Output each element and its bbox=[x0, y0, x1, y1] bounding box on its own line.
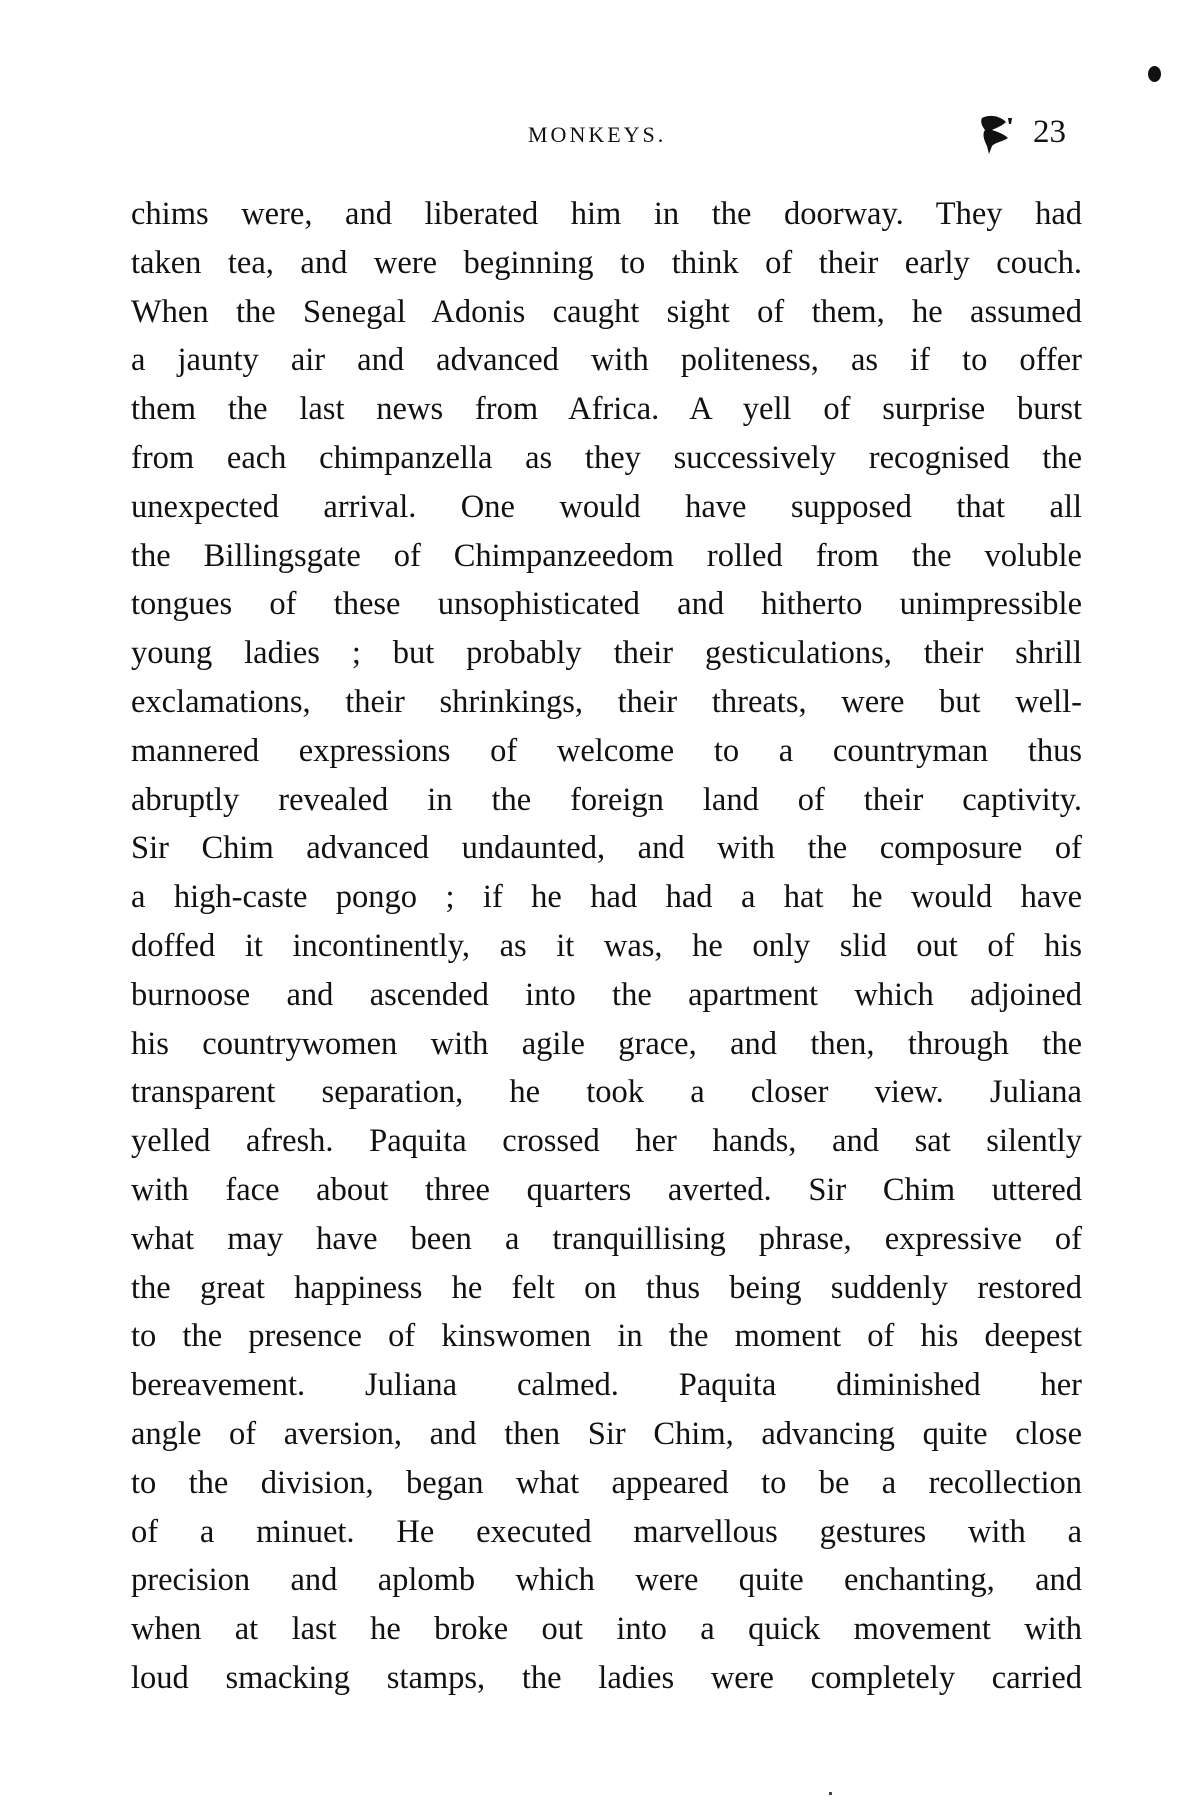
text-line: abruptly revealed in the foreign land of their captivity. bbox=[131, 781, 1082, 818]
fleuron-icon bbox=[976, 112, 1014, 156]
text-line: of a minuet. He executed marvellous gestures with a bbox=[131, 1513, 1082, 1550]
text-line: with face about three quarters averted. Sir Chim uttered bbox=[131, 1171, 1082, 1208]
text-line: the great happiness he felt on thus being suddenly restored bbox=[131, 1269, 1082, 1306]
page-header bbox=[131, 108, 1082, 160]
page-number: 23 bbox=[1033, 114, 1066, 150]
paper-speck bbox=[829, 1792, 832, 1795]
text-line: bereavement. Juliana calmed. Paquita diminished her bbox=[131, 1367, 1082, 1404]
text-line: to the division, began what appeared to be a recollection bbox=[131, 1464, 1082, 1501]
text-line: burnoose and ascended into the apartment which adjoined bbox=[131, 976, 1082, 1013]
running-head: MONKEYS. bbox=[528, 122, 667, 147]
text-line: yelled afresh. Paquita crossed her hands, and sat silently bbox=[131, 1123, 1082, 1160]
text-line: when at last he broke out into a quick movement with bbox=[131, 1611, 1082, 1648]
text-line: transparent separation, he took a closer view. Juliana bbox=[131, 1074, 1082, 1111]
text-line: taken tea, and were beginning to think of their early couch. bbox=[131, 244, 1082, 281]
text-line: to the presence of kinswomen in the moment of his deepest bbox=[131, 1318, 1082, 1355]
text-line: mannered expressions of welcome to a countryman thus bbox=[131, 732, 1082, 769]
text-line: angle of aversion, and then Sir Chim, advancing quite close bbox=[131, 1415, 1082, 1452]
text-line: doffed it incontinently, as it was, he only slid out of his bbox=[131, 927, 1082, 964]
text-line: Sir Chim advanced undaunted, and with the composure of bbox=[131, 830, 1082, 867]
text-line: them the last news from Africa. A yell of surprise burst bbox=[131, 391, 1082, 428]
text-line: tongues of these unsophisticated and hitherto unimpressible bbox=[131, 586, 1082, 623]
text-line: a high-caste pongo ; if he had had a hat he would have bbox=[131, 879, 1082, 916]
text-line: the Billingsgate of Chimpanzeedom rolled from the voluble bbox=[131, 537, 1082, 574]
text-line: from each chimpanzella as they successively recognised the bbox=[131, 439, 1082, 476]
text-line: a jaunty air and advanced with politeness, as if to offer bbox=[131, 342, 1082, 379]
text-line: chims were, and liberated him in the doorway. They had bbox=[131, 196, 1082, 232]
ink-blot bbox=[1148, 66, 1161, 82]
text-line: young ladies ; but probably their gesticulations, their shrill bbox=[131, 635, 1082, 672]
text-line: precision and aplomb which were quite enchanting, and bbox=[131, 1562, 1082, 1599]
text-line: his countrywomen with agile grace, and then, through the bbox=[131, 1025, 1082, 1062]
text-line: what may have been a tranquillising phrase, expressive of bbox=[131, 1220, 1082, 1257]
body-text bbox=[131, 190, 1082, 1703]
text-line: unexpected arrival. One would have supposed that all bbox=[131, 488, 1082, 525]
text-line: loud smacking stamps, the ladies were completely carried bbox=[131, 1659, 1082, 1696]
text-line: exclamations, their shrinkings, their threats, were but well- bbox=[131, 683, 1082, 720]
text-line: When the Senegal Adonis caught sight of them, he assumed bbox=[131, 293, 1082, 330]
